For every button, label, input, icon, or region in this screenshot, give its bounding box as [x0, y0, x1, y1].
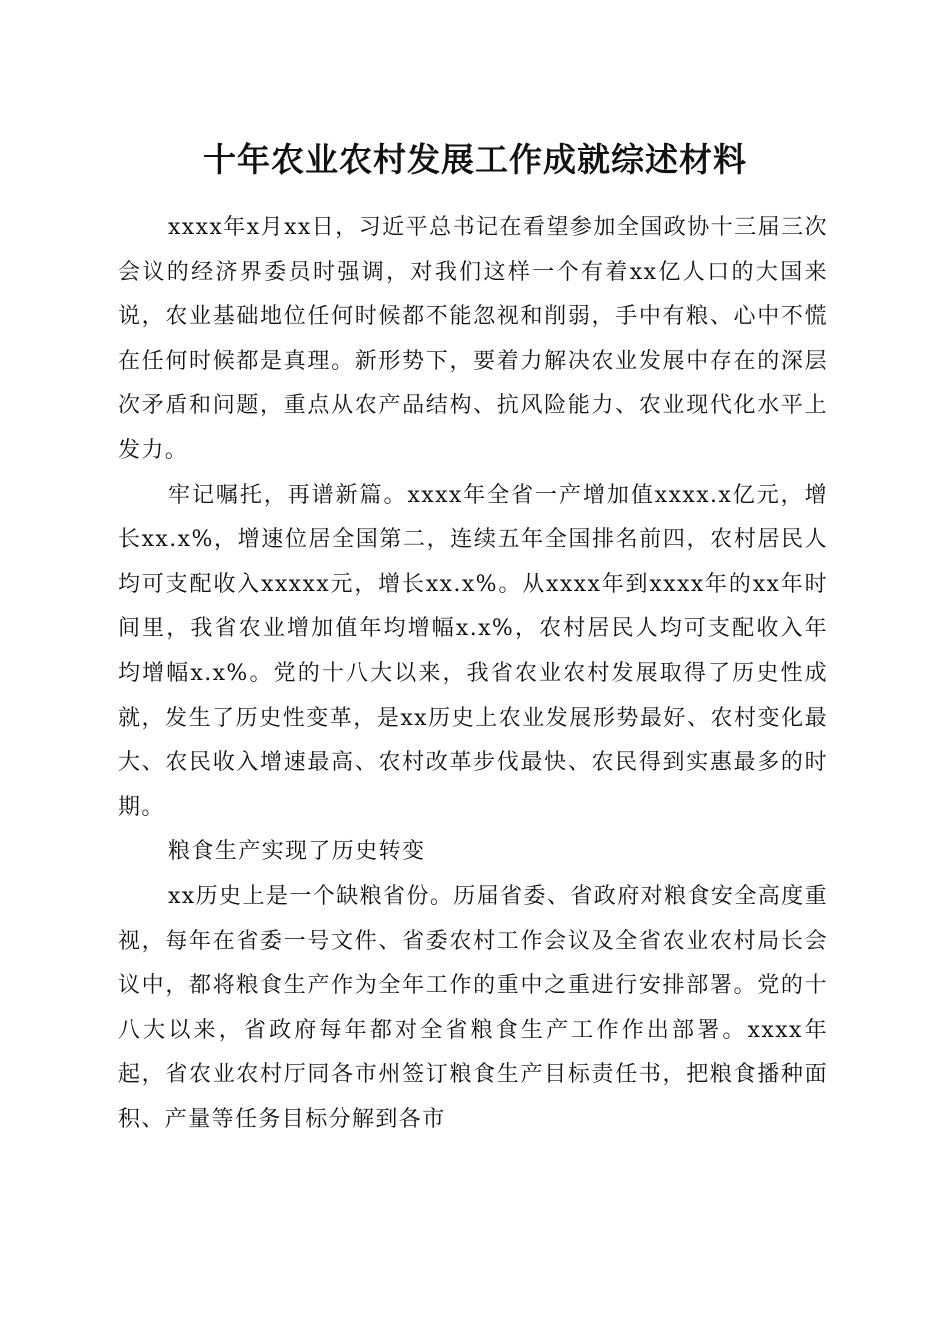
- body-paragraph: xx历史上是一个缺粮省份。历届省委、省政府对粮食安全高度重视，每年在省委一号文件、省委农村工作会议及全省农业农村局长会议中，都将粮食生产作为全年工作的重中之重进行安排部署。党的十八大以来，省政府每年都对全省粮食生产工作作出部署。xxxx年起，省农业农村厅同各市州签订粮食生产目标责任书，把粮食播种面积、产量等任务目标分解到各市: [118, 883, 828, 1132]
- body-paragraph: xxxx年x月xx日，习近平总书记在看望参加全国政协十三届三次会议的经济界委员时强调，对我们这样一个有着xx亿人口的大国来说，农业基础地位任何时候都不能忽视和削弱，手中有粮、心中不慌在任何时候都是真理。新形势下，要着力解决农业发展中存在的深层次矛盾和问题，重点从农产品结构、抗风险能力、农业现代化水平上发力。: [118, 215, 828, 463]
- document-body: [118, 206, 828, 1142]
- body-paragraph: 牢记嘱托，再谱新篇。xxxx年全省一产增加值xxxx.x亿元，增长xx.x%，增速位居全国第二，连续五年全国排名前四，农村居民人均可支配收入xxxxx元，增长xx.x%。从xxxx年到xxxx年的xx年时间里，我省农业增加值年均增幅x.x%，农村居民人均可支配收入年均增幅x.x%。党的十八大以来，我省农业农村发展取得了历史性成就，发生了历史性变革，是xx历史上农业发展形势最好、农村变化最大、农民收入增速最高、农村改革步伐最快、农民得到实惠最多的时期。: [118, 482, 828, 820]
- document-title: 十年农业农村发展工作成就综述材料: [203, 140, 747, 179]
- section-heading: 粮食生产实现了历史转变: [168, 839, 426, 865]
